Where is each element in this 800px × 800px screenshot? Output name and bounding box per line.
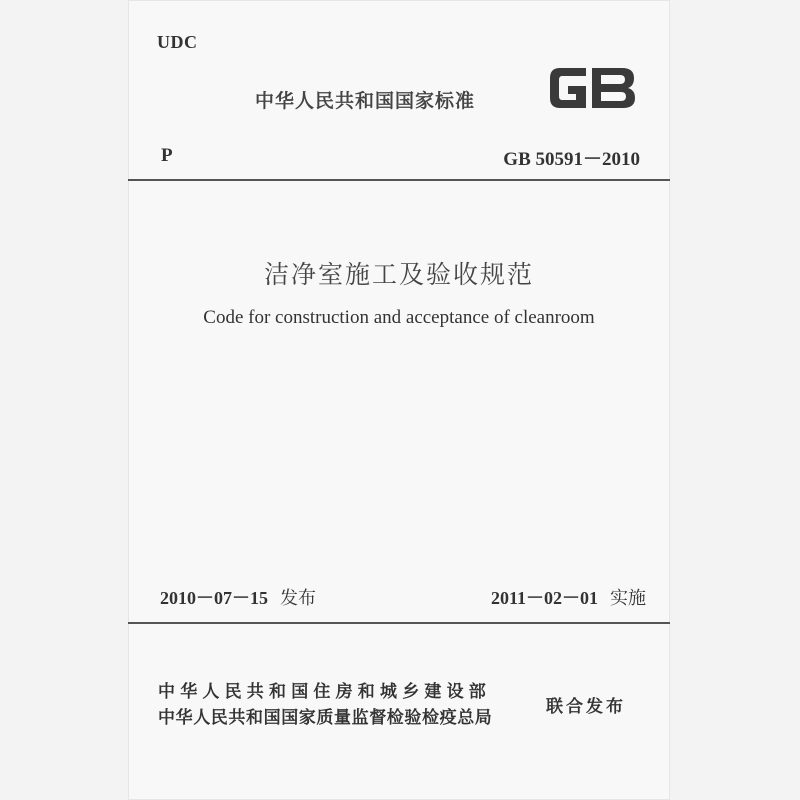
title-english: Code for construction and acceptance of cleanroom xyxy=(203,307,595,328)
implementation-date-line xyxy=(491,584,646,610)
footer-divider xyxy=(128,622,670,624)
title-chinese: 洁净室施工及验收规范 xyxy=(263,260,534,289)
issue-date: 2010－07－15 xyxy=(160,588,268,608)
implementation-label: 实施 xyxy=(610,588,646,609)
standard-number: GB 50591－2010 xyxy=(503,149,640,170)
standard-cover xyxy=(128,0,670,800)
gb-logo-g xyxy=(550,68,586,108)
header-divider xyxy=(128,179,670,181)
issue-label: 发布 xyxy=(280,588,316,609)
classification-letter: P xyxy=(161,145,173,166)
gb-logo xyxy=(546,62,638,114)
issue-date-line xyxy=(160,584,316,610)
national-standard-heading: 中华人民共和国国家标准 xyxy=(255,90,476,112)
publisher-ministry: 中华人民共和国住房和城乡建设部 xyxy=(158,682,491,702)
publisher-aqsiq: 中华人民共和国国家质量监督检验检疫总局 xyxy=(158,708,493,728)
implementation-date: 2011－02－01 xyxy=(490,588,598,608)
udc-label: UDC xyxy=(157,32,198,52)
joint-publish-label: 联合发布 xyxy=(546,697,626,717)
gb-logo-b xyxy=(592,68,635,108)
